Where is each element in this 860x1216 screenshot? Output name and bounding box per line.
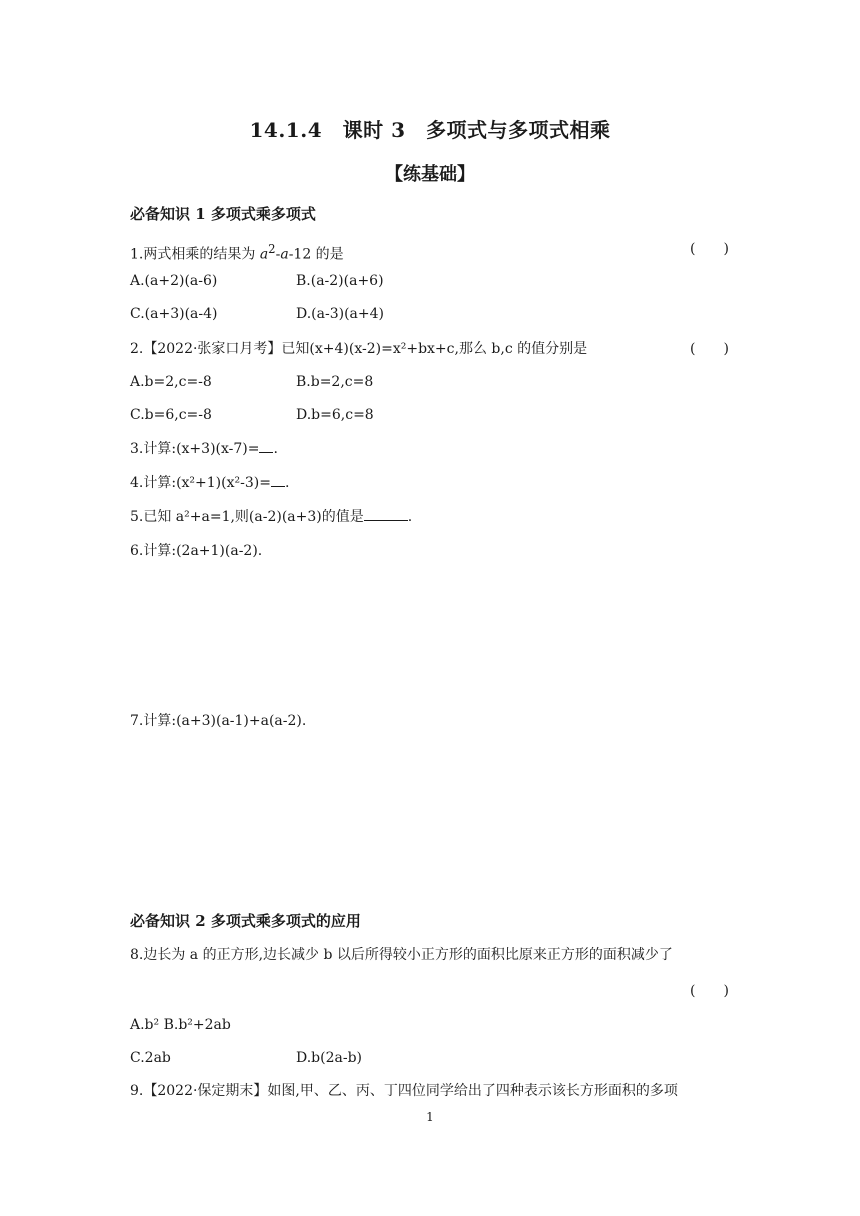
answer-parenthesis-1: ( )	[690, 241, 729, 257]
section-heading-1: 必备知识 1 多项式乘多项式	[130, 205, 316, 223]
section-heading-2: 必备知识 2 多项式乘多项式的应用	[130, 912, 361, 930]
q1-option-c: C.(a+3)(a-4)	[130, 306, 218, 322]
q1-var-a-2: a	[280, 246, 289, 263]
page-number: 1	[426, 1110, 434, 1124]
page-title: 14.1.4 课时 3 多项式与多项式相乘	[249, 118, 611, 142]
question-4	[130, 474, 289, 492]
q1-stem-part-b: -	[275, 246, 281, 263]
q3-end: .	[273, 441, 278, 457]
q5-stem: 5.已知 a²+a=1,则(a-2)(a+3)的值是	[130, 509, 364, 525]
answer-parenthesis-8: ( )	[690, 983, 729, 999]
q1-var-a: a	[259, 246, 269, 263]
q1-stem-part-a: 1.两式相乘的结果为	[130, 246, 260, 263]
q1-option-d: D.(a-3)(a+4)	[296, 306, 384, 322]
question-5	[130, 508, 412, 526]
question-7: 7.计算:(a+3)(a-1)+a(a-2).	[130, 713, 307, 729]
q1-exp: 2	[268, 242, 276, 256]
q5-end: .	[407, 509, 413, 525]
q2-option-d: D.b=6,c=8	[296, 407, 374, 423]
q1-option-a: A.(a+2)(a-6)	[130, 273, 218, 289]
question-3	[130, 440, 278, 458]
question-8-stem: 8.边长为 a 的正方形,边长减少 b 以后所得较小正方形的面积比原来正方形的面积减少了	[130, 947, 673, 963]
page-subtitle: 【练基础】	[385, 164, 475, 185]
q8-option-c: C.2ab	[130, 1050, 171, 1066]
question-9-stem: 9.【2022·保定期末】如图,甲、乙、丙、丁四位同学给出了四种表示该长方形面积的多项	[130, 1083, 678, 1099]
q2-option-a: A.b=2,c=-8	[130, 374, 212, 390]
q4-stem: 4.计算:(x²+1)(x²-3)=	[130, 475, 271, 491]
q1-stem-part-c: -12 的是	[288, 246, 344, 263]
q4-end: .	[284, 475, 290, 491]
answer-blank-5[interactable]	[364, 508, 408, 521]
answer-blank-4[interactable]	[271, 474, 285, 487]
question-6: 6.计算:(2a+1)(a-2).	[130, 543, 263, 559]
answer-parenthesis-2: ( )	[690, 341, 729, 357]
q8-option-d: D.b(2a-b)	[296, 1050, 363, 1066]
question-2-stem: 2.【2022·张家口月考】已知(x+4)(x-2)=x²+bx+c,那么 b,c 的值分别是	[130, 341, 588, 357]
q3-stem: 3.计算:(x+3)(x-7)=	[130, 441, 260, 457]
q8-option-ab: A.b² B.b²+2ab	[130, 1017, 231, 1033]
answer-blank-3[interactable]	[259, 440, 273, 453]
q2-option-c: C.b=6,c=-8	[130, 407, 212, 423]
q2-option-b: B.b=2,c=8	[296, 374, 374, 390]
question-1-stem	[130, 240, 344, 264]
q1-option-b: B.(a-2)(a+6)	[296, 273, 384, 289]
